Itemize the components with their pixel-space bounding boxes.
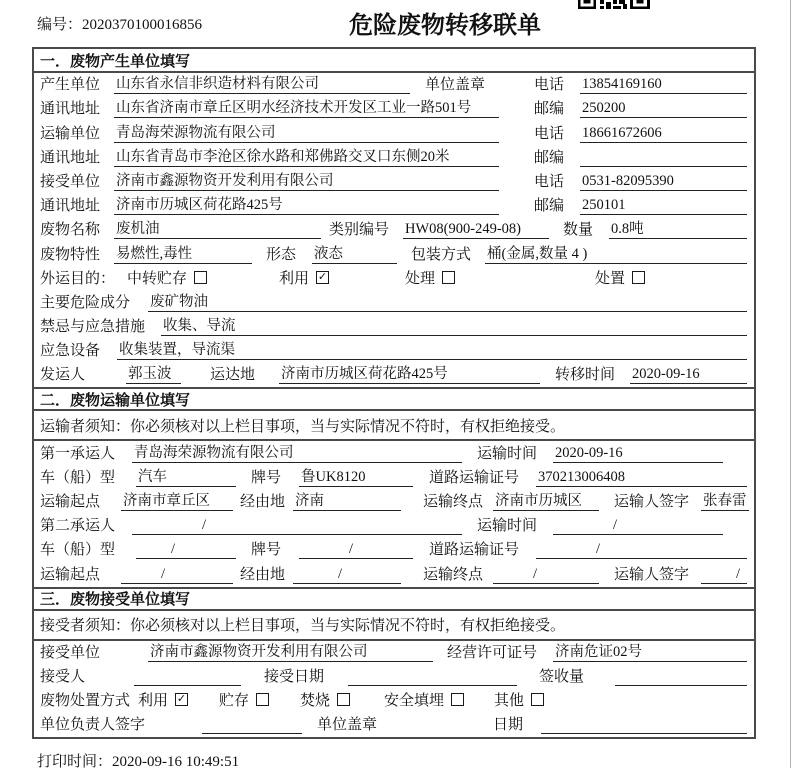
field-label: 产生单位 [40, 77, 101, 94]
section-note: 运输者须知：你必须核对以上栏目事项，当与实际情况不符时，有权拒绝接受。 [34, 411, 754, 441]
field-value: 济南市历城区荷花路425号 [114, 196, 499, 215]
field-label: 转移时间 [555, 367, 616, 384]
checkbox-option [127, 267, 207, 288]
checkbox-checked-icon: ✓ [176, 692, 187, 706]
checkbox-label: 利用 [138, 693, 169, 710]
checkbox-label: 安全填埋 [384, 693, 445, 710]
field-value: 桶(金属,数量 4 ) [485, 245, 747, 264]
field-value: 0531-82095390 [580, 172, 747, 191]
field-value: 青岛海荣源物流有限公司 [132, 444, 462, 463]
static-text: 单位盖章 [317, 717, 378, 734]
field-value [348, 668, 517, 686]
field-label: 签收量 [539, 668, 585, 685]
field-label: 通讯地址 [40, 101, 101, 118]
field-value: 收集装置，导流渠 [117, 341, 747, 360]
static-text: 单位盖章 [425, 77, 486, 94]
field-label: 车（船）型 [40, 469, 116, 486]
field-label: 运输单位 [40, 125, 101, 142]
field-value: 0.8吨 [609, 220, 747, 239]
checkbox-option [279, 267, 329, 288]
field-label: 运输时间 [477, 518, 538, 535]
field-value: 济南 [293, 492, 401, 511]
checkbox-unchecked-icon [256, 693, 269, 706]
form-row [34, 242, 754, 266]
field-value: 2020-09-16 [553, 444, 723, 463]
field-value: 18661672606 [580, 124, 747, 143]
form-row [34, 441, 754, 465]
field-value: 250101 [580, 196, 747, 215]
form-row [34, 146, 754, 170]
form-row [34, 121, 754, 145]
field-value: / [536, 540, 747, 559]
checkbox-label: 处置 [595, 270, 626, 287]
field-value: 张春雷 [703, 493, 747, 509]
field-value: 液态 [312, 245, 397, 264]
field-label: 第一承运人 [40, 445, 116, 462]
field-value: 济南市历城区荷花路425号 [279, 365, 540, 384]
manifest-form [32, 47, 756, 739]
form-row [34, 267, 754, 291]
field-label: 接受日期 [264, 668, 325, 685]
form-row [34, 490, 754, 514]
field-label: 主要危险成分 [40, 294, 131, 311]
field-value [134, 668, 241, 686]
field-value: 青岛海荣源物流有限公司 [114, 124, 499, 143]
field-value: 济南危证02号 [553, 643, 747, 662]
form-row [34, 363, 754, 387]
field-label: 接受单位 [40, 644, 101, 661]
field-value: / [132, 516, 462, 535]
field-label: 车（船）型 [40, 542, 116, 559]
checkbox-option [384, 689, 464, 710]
field-label: 运输起点 [40, 566, 101, 583]
serial-number: 2020370100016856 [82, 17, 203, 33]
field-label: 道路运输证号 [429, 542, 520, 559]
checkbox-option [300, 689, 350, 710]
section-header: 三．废物接受单位填写 [34, 587, 754, 611]
field-label: 经由地 [240, 494, 286, 510]
checkbox-label: 处理 [405, 270, 436, 287]
checkbox-option [595, 267, 645, 288]
field-label: 邮编 [534, 149, 565, 166]
field-value: 易燃性,毒性 [114, 245, 252, 264]
field-label: 接受单位 [40, 173, 101, 190]
form-row [34, 170, 754, 194]
field-label: 电话 [534, 125, 565, 142]
field-label: 禁忌与应急措施 [40, 319, 146, 336]
field-value: 山东省永信非织造材料有限公司 [114, 75, 410, 94]
field-label: 通讯地址 [40, 198, 101, 215]
field-label: 邮编 [534, 101, 565, 118]
qr-code-fragment-icon [578, 0, 650, 10]
field-value: / [553, 516, 723, 535]
field-label: 应急设备 [40, 343, 101, 360]
checkbox-label: 利用 [279, 270, 310, 287]
field-label: 运达地 [210, 367, 256, 384]
field-label: 发运人 [40, 367, 86, 384]
checkbox-option [138, 689, 188, 710]
form-row [34, 466, 754, 490]
field-label: 外运目的： [40, 270, 116, 287]
field-label: 牌号 [251, 469, 282, 486]
field-value: 废矿物油 [148, 293, 747, 312]
field-label: 电话 [534, 173, 565, 190]
field-label: 牌号 [251, 542, 282, 559]
form-row [34, 339, 754, 363]
field-value: 济南市鑫源物资开发利用有限公司 [148, 643, 433, 662]
field-label: 通讯地址 [40, 149, 101, 166]
field-value: / [121, 565, 233, 584]
field-label: 运输起点 [40, 494, 101, 510]
field-label: 废物特性 [40, 246, 101, 263]
field-label: 运输时间 [477, 445, 538, 462]
checkbox-unchecked-icon [451, 693, 464, 706]
field-value: / [701, 565, 747, 584]
checkbox-label: 焚烧 [300, 693, 331, 710]
field-label: 电话 [534, 77, 565, 94]
print-time-value: 2020-09-16 10:49:51 [112, 754, 240, 770]
field-label: 类别编号 [329, 222, 390, 239]
serial-label: 编号： [37, 17, 83, 33]
checkbox-unchecked-icon [337, 693, 350, 706]
field-label: 第二承运人 [40, 518, 116, 535]
field-label: 经由地 [240, 566, 286, 583]
form-row [34, 315, 754, 339]
field-label: 包装方式 [411, 246, 472, 263]
checkbox-label: 贮存 [219, 693, 250, 710]
print-time-label: 打印时间： [37, 754, 113, 770]
form-row [34, 97, 754, 121]
field-label: 运输终点 [423, 494, 484, 510]
form-row [34, 665, 754, 689]
field-label: 日期 [493, 717, 524, 734]
field-label: 邮编 [534, 198, 565, 215]
field-value: 济南市历城区 [493, 492, 599, 511]
checkbox-unchecked-icon [632, 271, 645, 284]
field-value: 山东省青岛市李沧区徐水路和郑佛路交叉口东侧20米 [114, 148, 499, 167]
field-value: 鲁UK8120 [299, 468, 413, 487]
field-label: 接受人 [40, 668, 86, 685]
form-row [34, 538, 754, 562]
form-row [34, 73, 754, 97]
checkbox-unchecked-icon [442, 271, 455, 284]
field-label: 道路运输证号 [429, 469, 520, 486]
form-row [34, 514, 754, 538]
form-row [34, 641, 754, 665]
page-edge-line [790, 0, 791, 768]
checkbox-label: 其他 [494, 693, 525, 710]
field-value: / [136, 540, 236, 559]
field-label: 经营许可证号 [447, 644, 538, 661]
field-value: 收集、导流 [161, 317, 747, 336]
checkbox-checked-icon: ✓ [317, 269, 328, 283]
field-value: HW08(900-249-08) [403, 220, 549, 239]
field-label: 单位负责人签字 [40, 717, 146, 734]
checkbox-label: 中转贮存 [127, 270, 188, 287]
field-value: 250200 [580, 99, 747, 118]
section-header: 一．废物产生单位填写 [34, 49, 754, 73]
field-label: 运输终点 [423, 566, 484, 583]
field-label: 数量 [563, 222, 594, 239]
section-note: 接受者须知：你必须核对以上栏目事项，当与实际情况不符时，有权拒绝接受。 [34, 611, 754, 641]
form-row [34, 218, 754, 242]
form-row [34, 194, 754, 218]
field-label: 废物处置方式 [40, 693, 131, 710]
field-value [615, 668, 747, 686]
field-value: 13854169160 [580, 75, 747, 94]
form-row [34, 713, 754, 737]
checkbox-unchecked-icon [531, 693, 544, 706]
field-value: 2020-09-16 [630, 365, 747, 384]
field-value: / [293, 565, 401, 584]
form-row [34, 291, 754, 315]
form-row [34, 689, 754, 713]
page-title: 危险废物转移联单 [349, 12, 541, 39]
field-value: 370213006408 [536, 468, 747, 487]
checkbox-option [494, 689, 544, 710]
section-header: 二．废物运输单位填写 [34, 387, 754, 411]
field-value: / [299, 540, 413, 559]
field-value: 山东省济南市章丘区明水经济技术开发区工业一路501号 [114, 99, 499, 118]
field-label: 废物名称 [40, 222, 101, 239]
field-value: / [493, 565, 599, 584]
form-row [34, 562, 754, 586]
field-value: 济南市章丘区 [121, 492, 233, 511]
field-label: 运输人签字 [614, 566, 690, 583]
field-label: 运输人签字 [614, 494, 690, 510]
field-value [580, 149, 747, 167]
field-value: 济南市鑫源物资开发利用有限公司 [114, 172, 499, 191]
field-value: 汽车 [136, 468, 236, 487]
field-value: 废机油 [114, 220, 321, 239]
checkbox-unchecked-icon [194, 271, 207, 284]
field-value [202, 716, 302, 734]
field-value [541, 716, 747, 734]
checkbox-option [405, 267, 455, 288]
field-value: 郭玉波 [126, 365, 181, 384]
field-label: 形态 [266, 246, 297, 263]
checkbox-option [219, 689, 269, 710]
